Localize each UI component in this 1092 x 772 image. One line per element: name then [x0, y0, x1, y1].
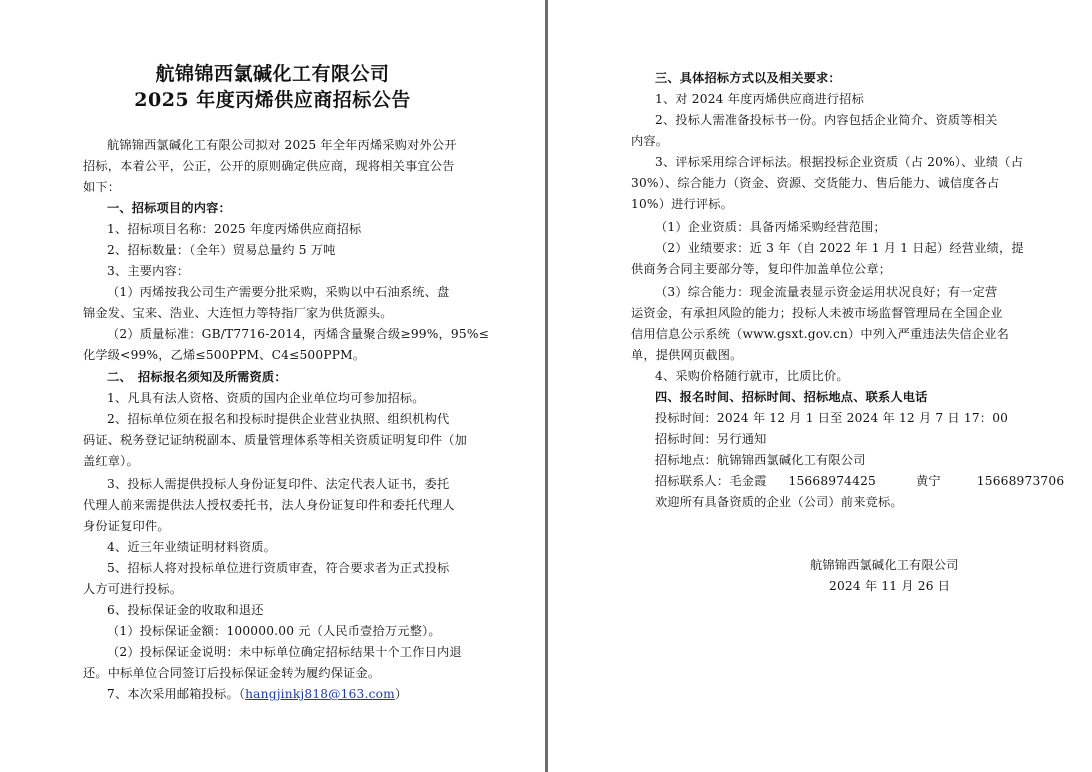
- section2-item5-line2: 人方可进行投标。: [83, 582, 183, 596]
- section2-item6: 6、投标保证金的收取和退还: [107, 603, 264, 617]
- section3-sub3-line1: （3）综合能力：现金流量表显示资金运用状况良好；有一定营: [655, 285, 998, 299]
- section2-item4: 4、近三年业绩证明材料资质。: [107, 540, 276, 554]
- section3-item3-line1: 3、评标采用综合评标法。根据投标企业资质（占 20%）、业绩（占: [655, 155, 1024, 169]
- tender-time: 招标时间：另行通知: [655, 432, 767, 446]
- email-link[interactable]: hangjinkj818@163.com: [245, 687, 395, 701]
- welcome-line: 欢迎所有具备资质的企业（公司）前来竞标。: [655, 495, 903, 509]
- section3-item2-line2: 内容。: [631, 134, 669, 148]
- section2-item7-suffix: ）: [394, 687, 408, 701]
- contact2-phone: 15668973706: [976, 474, 1065, 488]
- section3-sub3-line3: 信用信息公示系统（www.gsxt.gov.cn）中列入严重违法失信企业名: [631, 327, 1010, 341]
- intro-line-3: 如下：: [83, 180, 121, 194]
- section2-item2-line1: 2、招标单位须在报名和投标时提供企业营业执照、组织机构代: [107, 412, 450, 426]
- intro-line-2: 招标，本着公平，公正，公开的原则确定供应商，现将相关事宜公告: [83, 159, 455, 173]
- section1-sub1-line2: 锦金发、宝来、浩业、大连恒力等特指厂家为供货源头。: [83, 306, 393, 320]
- contact2-name: 黄宁: [916, 474, 941, 488]
- contact1-label: 招标联系人：毛金霞: [655, 474, 767, 488]
- section2-item6-2-line1: （2）投标保证金说明：未中标单位确定招标结果十个工作日内退: [107, 645, 462, 659]
- section3-item2-line1: 2、投标人需准备投标书一份。内容包括企业简介、资质等相关: [655, 113, 998, 127]
- section3-sub3-line4: 单，提供网页截图。: [631, 348, 743, 362]
- section1-sub1-line1: （1）丙烯按我公司生产需要分批采购，采购以中石油系统、盘: [107, 285, 450, 299]
- section2-item1: 1、凡具有法人资格、资质的国内企业单位均可参加招标。: [107, 391, 425, 405]
- section1-item2: 2、招标数量：（全年）贸易总量约 5 万吨: [107, 243, 336, 257]
- intro-line-1: 航锦锦西氯碱化工有限公司拟对 2025 年全年丙烯采购对外公开: [107, 138, 457, 152]
- section2-item7: [107, 686, 407, 702]
- contact-line: [655, 473, 1064, 489]
- section1-item3: 3、主要内容：: [107, 264, 190, 278]
- section2-item6-1: （1）投标保证金额：100000.00 元（人民币壹拾万元整）。: [107, 624, 441, 638]
- section3-item3-line2: 30%）、综合能力（资金、资源、交货能力、售后能力、诚信度各占: [631, 176, 1000, 190]
- signature-date: 2024 年 11 月 26 日: [829, 579, 951, 593]
- section2-item2-line3: 盖红章）。: [83, 454, 139, 468]
- section1-sub2-line2: 化学级<99%，乙烯≤500PPM、C4≤500PPM。: [83, 348, 366, 362]
- section3-item4: 4、采购价格随行就市，比质比价。: [655, 369, 849, 383]
- section3-item1: 1、对 2024 年度丙烯供应商进行招标: [655, 92, 864, 106]
- signature-company: 航锦锦西氯碱化工有限公司: [810, 558, 959, 572]
- title-announcement: 2025 年度丙烯供应商招标公告: [134, 89, 411, 111]
- section2-item3-line2: 代理人前来需提供法人授权委托书，法人身份证复印件和委托代理人: [83, 498, 455, 512]
- section3-sub2-line1: （2）业绩要求：近 3 年（自 2022 年 1 月 1 日起）经营业绩，提: [655, 241, 1024, 255]
- bid-time: 投标时间：2024 年 12 月 1 日至 2024 年 12 月 7 日 17：00: [655, 411, 1009, 425]
- section4-heading: 四、报名时间、招标时间、招标地点、联系人电话: [655, 390, 928, 404]
- section3-sub3-line2: 运资金，有承担风险的能力；投标人未被市场监督管理局在全国企业: [631, 306, 1003, 320]
- section3-item3-line3: 10%）进行评标。: [631, 197, 734, 211]
- title-company: 航锦锦西氯碱化工有限公司: [155, 63, 390, 85]
- section3-heading: 三、具体招标方式以及相关要求：: [655, 71, 841, 85]
- section2-item3-line3: 身份证复印件。: [83, 519, 170, 533]
- section2-heading: 二、 招标报名须知及所需资质：: [107, 370, 287, 384]
- section2-item6-2-line2: 还。中标单位合同签订后投标保证金转为履约保证金。: [83, 666, 381, 680]
- tender-location: 招标地点：航锦锦西氯碱化工有限公司: [655, 453, 866, 467]
- section1-sub2-line1: （2）质量标准：GB/T7716-2014，丙烯含量聚合级≥99%，95%≤: [107, 327, 490, 341]
- contact1-phone: 15668974425: [788, 474, 876, 488]
- section2-item5-line1: 5、招标人将对投标单位进行资质审查，符合要求者为正式投标: [107, 561, 450, 575]
- right-page: [548, 0, 1092, 772]
- section1-heading: 一、招标项目的内容：: [107, 201, 231, 215]
- section2-item2-line2: 码证、税务登记证纳税副本、质量管理体系等相关资质证明复印件（加: [83, 433, 468, 447]
- section2-item3-line1: 3、投标人需提供投标人身份证复印件、法定代表人证书，委托: [107, 477, 450, 491]
- section3-sub1: （1）企业资质：具备丙烯采购经营范围；: [655, 220, 886, 234]
- left-page: [0, 0, 545, 772]
- section3-sub2-line2: 供商务合同主要部分等，复印件加盖单位公章；: [631, 262, 892, 276]
- section1-item1: 1、招标项目名称：2025 年度丙烯供应商招标: [107, 222, 362, 236]
- section2-item7-prefix: 7、本次采用邮箱投标。（: [107, 687, 246, 701]
